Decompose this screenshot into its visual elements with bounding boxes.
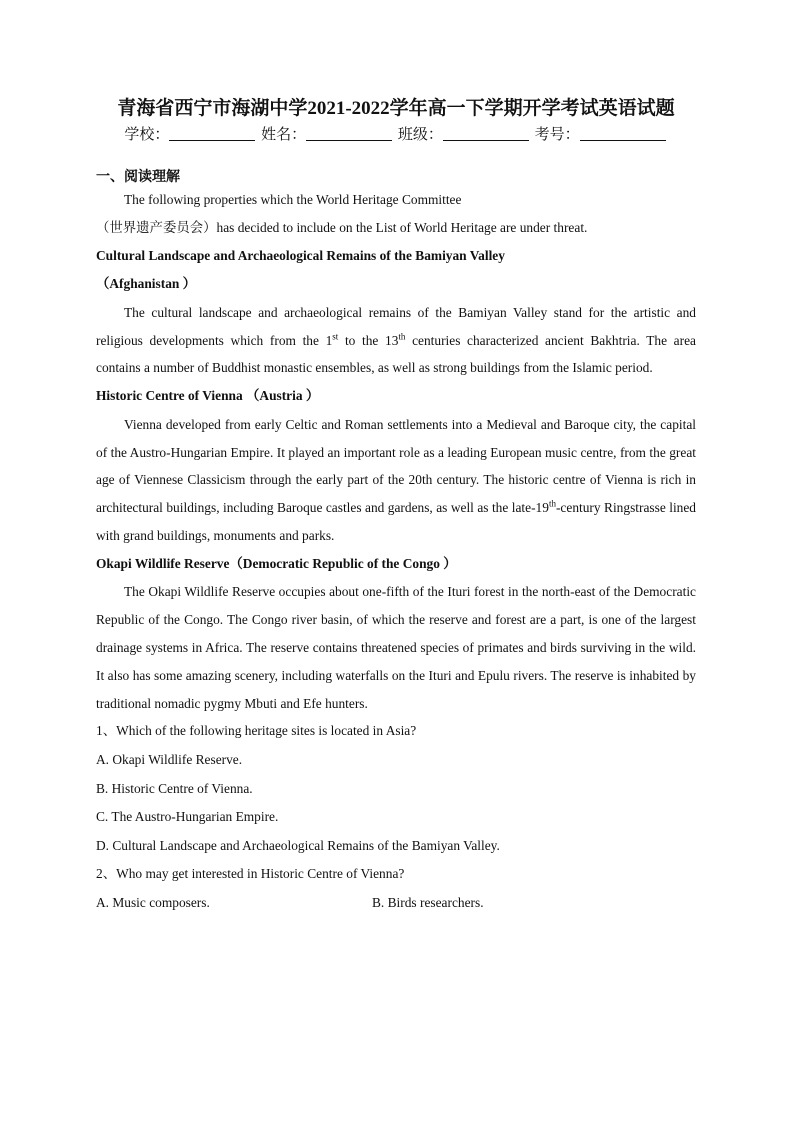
site1-paragraph: The cultural landscape and archaeological remains of the Bamiyan Valley stand for the artistic and religious developments which from the 1st to the 13th centuries characterized ancient Bakhtria. The area contains a number of Buddhist monastic ensembles, as well as strong buildings from the Islamic period. [96,304,696,376]
school-blank[interactable] [169,126,255,141]
class-blank[interactable] [443,126,529,141]
school-label: 学校： [124,127,170,143]
question-2-options [96,889,696,918]
question-2-option-a[interactable]: A. Music composers. [96,894,210,910]
question-2-option-b[interactable]: B. Birds researchers. [372,894,484,910]
question-1-option-b[interactable]: B. Historic Centre of Vienna. [96,780,253,796]
question-1-option-a[interactable]: A. Okapi Wildlife Reserve. [96,751,243,767]
intro-line-2: （世界遗产委员会）has decided to include on the List of World Heritage are under threat. [96,219,588,235]
intro-line-1: The following properties which the World Heritage Committee [124,192,462,207]
exam-title: 青海省西宁市海湖中学2021-2022学年高一下学期开学考试英语试题 [117,98,675,119]
exam-number-label: 考号： [534,127,580,143]
question-2-stem: 2、Who may get interested in Historic Centre of Vienna? [96,866,405,882]
site1-heading-line-1: Cultural Landscape and Archaeological Remains of the Bamiyan Valley [96,247,505,263]
question-1-option-d[interactable]: D. Cultural Landscape and Archaeological Remains of the Bamiyan Valley. [96,837,500,853]
student-info-line [96,124,696,146]
reading-passage [96,186,696,917]
site3-heading: Okapi Wildlife Reserve（Democratic Republic of the Congo ） [96,555,457,571]
exam-number-blank[interactable] [580,126,666,141]
site3-paragraph: The Okapi Wildlife Reserve occupies about one-fifth of the Ituri forest in the north-east of the Democratic Republic of the Congo. The Congo river basin, of which the reserve and forest are a part, is one of the largest drainage systems in Africa. The reserve contains threatened species of primates and birds surviving in the wild. It also has some amazing scenery, including waterfalls on the Ituri and Epulu rivers. The reserve is inhabited by traditional nomadic pygmy Mbuti and Efe hunters. [96,584,696,711]
site1-heading-line-2: （Afghanistan ） [96,276,197,292]
class-label: 班级： [397,127,443,143]
name-label: 姓名： [261,127,307,143]
site2-heading: Historic Centre of Vienna （Austria ） [96,388,320,404]
question-1-option-c[interactable]: C. The Austro-Hungarian Empire. [96,809,279,825]
site2-paragraph: Vienna developed from early Celtic and Roman settlements into a Medieval and Baroque city, the capital of the Austro-Hungarian Empire. It played an important role as a leading European music centre, from the great age of Viennese Classicism through the early part of the 20th century. The historic centre of Vienna is rich in architectural buildings, including Baroque castles and gardens, as well as the late-19th-century Ringstrasse lined with grand buildings, monuments and parks. [96,416,697,543]
section-heading: 一、阅读理解 [96,170,180,185]
question-1-stem: 1、Which of the following heritage sites is located in Asia? [96,723,417,739]
name-blank[interactable] [306,126,392,141]
